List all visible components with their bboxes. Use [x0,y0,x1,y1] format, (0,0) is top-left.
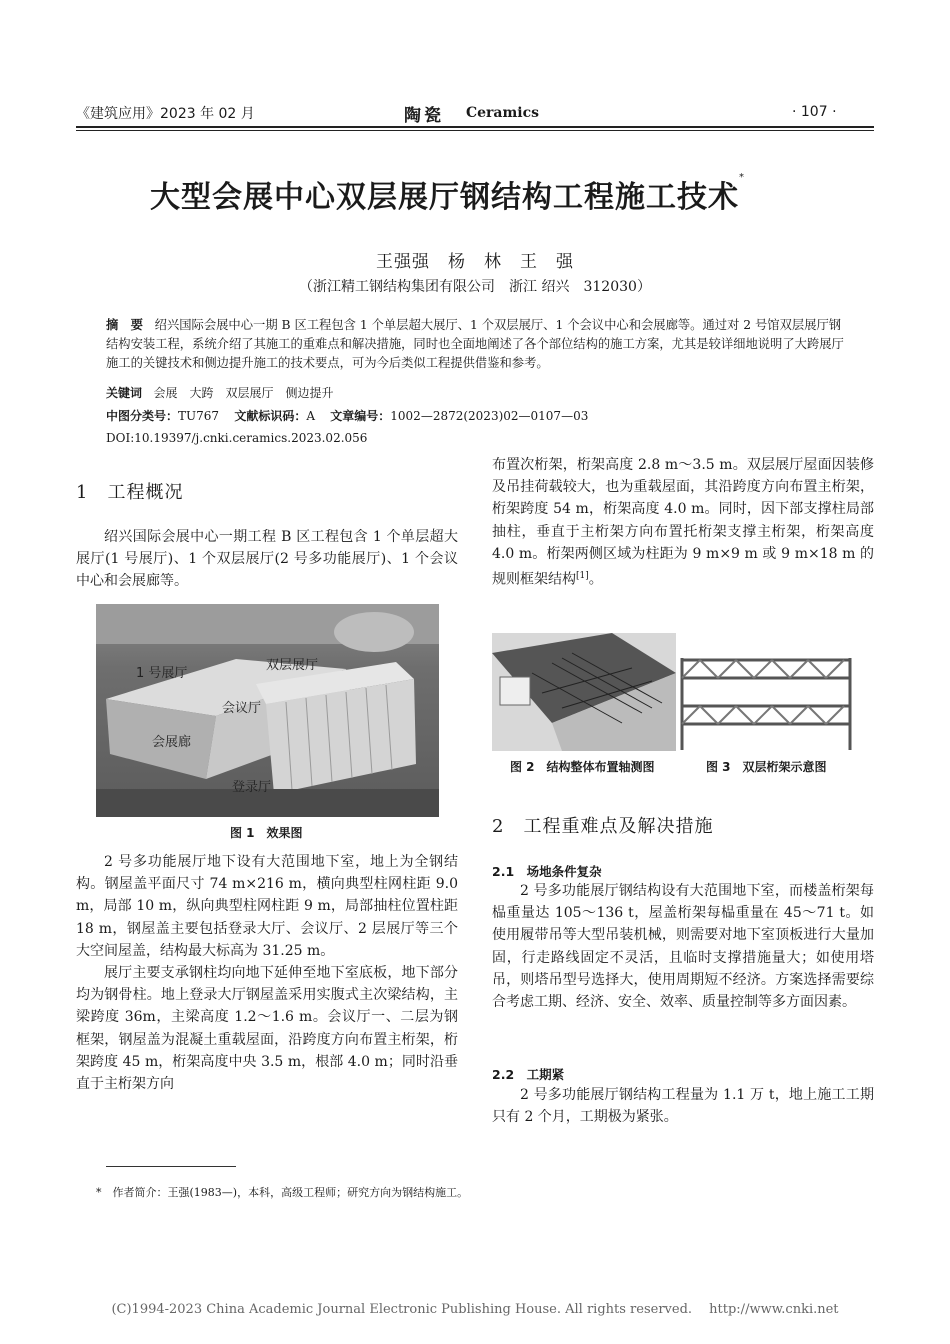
subsection-2-2-text [492,1084,874,1128]
copyright-line: (C)1994-2023 China Academic Journal Electronic Publishing House. All rights reserved. http://www.cnki.net [111,1302,839,1317]
section-1-para-3-cont [492,454,874,591]
clc-value: TU767 [178,409,220,423]
footnote-rule [106,1166,236,1167]
figure-3-image [680,654,855,750]
title-footnote-mark: * [739,172,745,183]
figure-2-image [492,633,676,751]
axonometric-illustration [492,633,676,751]
doc-code-label: 文献标识码： [234,409,307,423]
section-2-title: 2 工程重难点及解决措施 [492,816,714,837]
article-no-value: 1002—2872(2023)02—0107—03 [390,409,589,423]
header-rule [76,126,874,128]
section-1-para-1 [76,526,458,593]
classification-line [106,407,588,424]
fig1-label-conference: 会议厅 [222,701,262,716]
doc-code-value: A [306,409,315,423]
subsection-2-1-text [492,880,874,1013]
figure-3-caption: 图 3 双层桁架示意图 [706,760,827,774]
authors: 王强强 杨 林 王 强 [376,252,574,272]
para-text: 2 号多功能展厅地下设有大范围地下室，地上为全钢结构。钢屋盖平面尺寸 74 m×216 m，横向典型柱网柱距 9.0 m，局部 10 m，纵向典型柱网柱距 9 m，局部抽柱位置柱距 18 m，钢屋盖主要包括登录大厅、会议厅、2 层展厅等三个大空间屋盖，结构最大标高为 31.25 m。 [76,854,458,959]
double-truss-illustration [680,654,855,750]
fig1-label-gallery: 会展廊 [152,735,192,750]
para-text: 绍兴国际会展中心一期工程 B 区工程包含 1 个单层超大展厅(1 号展厅)、1 个双层展厅(2 号多功能展厅)、1 个会议中心和会展廊等。 [76,529,458,590]
paper-title [150,172,745,216]
para-text: 2 号多功能展厅钢结构设有大范围地下室，而楼盖桁架每榀重量达 105～136 t，屋盖桁架每榀重量在 45～71 t。如使用履带吊等大型吊装机械，则需要对地下室顶板进行大量加固，行走路线固定不灵活，且临时支撑措施量大；如使用塔吊，则塔吊型号选择大，使用周期短不经济。方案选择需要综合考虑工期、经济、安全、效率、质量控制等多方面因素。 [492,883,874,1011]
para-text: 展厅主要支承钢柱均向地下延伸至地下室底板，地下部分均为钢骨柱。地上登录大厅钢屋盖采用实腹式主次梁结构，主梁跨度 36m，主梁高度 1.2～1.6 m。会议厅一、二层为钢框架，钢屋盖为混凝土重载屋面，沿跨度方向布置主桁架，桁架跨度 45 m，桁架高度中央 3.5 m，根部 4.0 m；同时沿垂直于主桁架方向 [76,965,458,1093]
abstract-label: 摘 要 [106,318,143,332]
figure-1-caption: 图 1 效果图 [230,826,303,840]
doi: DOI:10.19397/j.cnki.ceramics.2023.02.056 [106,431,368,445]
para-end: 。 [588,571,603,588]
section-1-para-2-3 [76,851,458,1095]
abstract [106,316,846,373]
journal-issue: 《建筑应用》2023 年 02 月 [76,106,255,122]
keywords [106,384,333,401]
header-rule-thin [76,130,874,131]
keywords-text: 会展 大跨 双层展厅 侧边提升 [153,386,334,400]
author-footnote: * 作者简介：王强(1983—)，本科，高级工程师；研究方向为钢结构施工。 [96,1186,469,1199]
figure-2-caption: 图 2 结构整体布置轴测图 [510,760,655,774]
journal-name-en: Ceramics [466,105,540,121]
para-text: 2 号多功能展厅钢结构工程量为 1.1 万 t，地上施工工期只有 2 个月，工期极为紧张。 [492,1087,874,1126]
section-1-title: 1 工程概况 [76,482,184,503]
abstract-text: 绍兴国际会展中心一期 B 区工程包含 1 个单层超大展厅、1 个双层展厅、1 个会议中心和会展廊等。通过对 2 号馆双层展厅钢结构安装工程，系统介绍了其施工的重难点和解决措施，同时也全面地阐述了各个部位结构的施工方案，尤其是较详细地说明了大跨展厅施工的关键技术和侧边提升施工的技术要点，可为今后类似工程提供借鉴和参考。 [106,318,844,370]
figure-1-image [96,604,439,817]
journal-logo-cn: 陶瓷 [404,106,444,126]
fig1-label-hall-1: 1 号展厅 [136,666,188,681]
fig1-label-lobby: 登录厅 [232,780,272,795]
page-number: · 107 · [792,104,837,120]
subsection-2-1-title: 2.1 场地条件复杂 [492,864,602,879]
affiliation: （浙江精工钢结构集团有限公司 浙江 绍兴 312030） [299,279,651,295]
keywords-label: 关键词 [106,386,143,400]
para-text [492,454,874,591]
article-no-label: 文章编号： [330,409,391,423]
citation-ref[interactable]: [1] [576,571,589,582]
fig1-label-double-hall: 双层展厅 [266,658,319,673]
title-text: 大型会展中心双层展厅钢结构工程施工技术 [150,180,739,215]
clc-label: 中图分类号： [106,409,179,423]
para-text-main: 布置次桁架，桁架高度 2.8 m～3.5 m。双层展厅屋面因装修及吊挂荷载较大，也为重载屋面，其沿跨度方向布置主桁架，桁架跨度 54 m，桁架高度 4.0 m。同时，因下部支撑柱局部抽柱，垂直于主桁架方向布置托桁架支撑主桁架，桁架高度 4.0 m。桁架两侧区域为柱距为 9 m×9 m 或 9 m×18 m 的规则框架结构 [492,457,874,588]
subsection-2-2-title: 2.2 工期紧 [492,1067,565,1082]
